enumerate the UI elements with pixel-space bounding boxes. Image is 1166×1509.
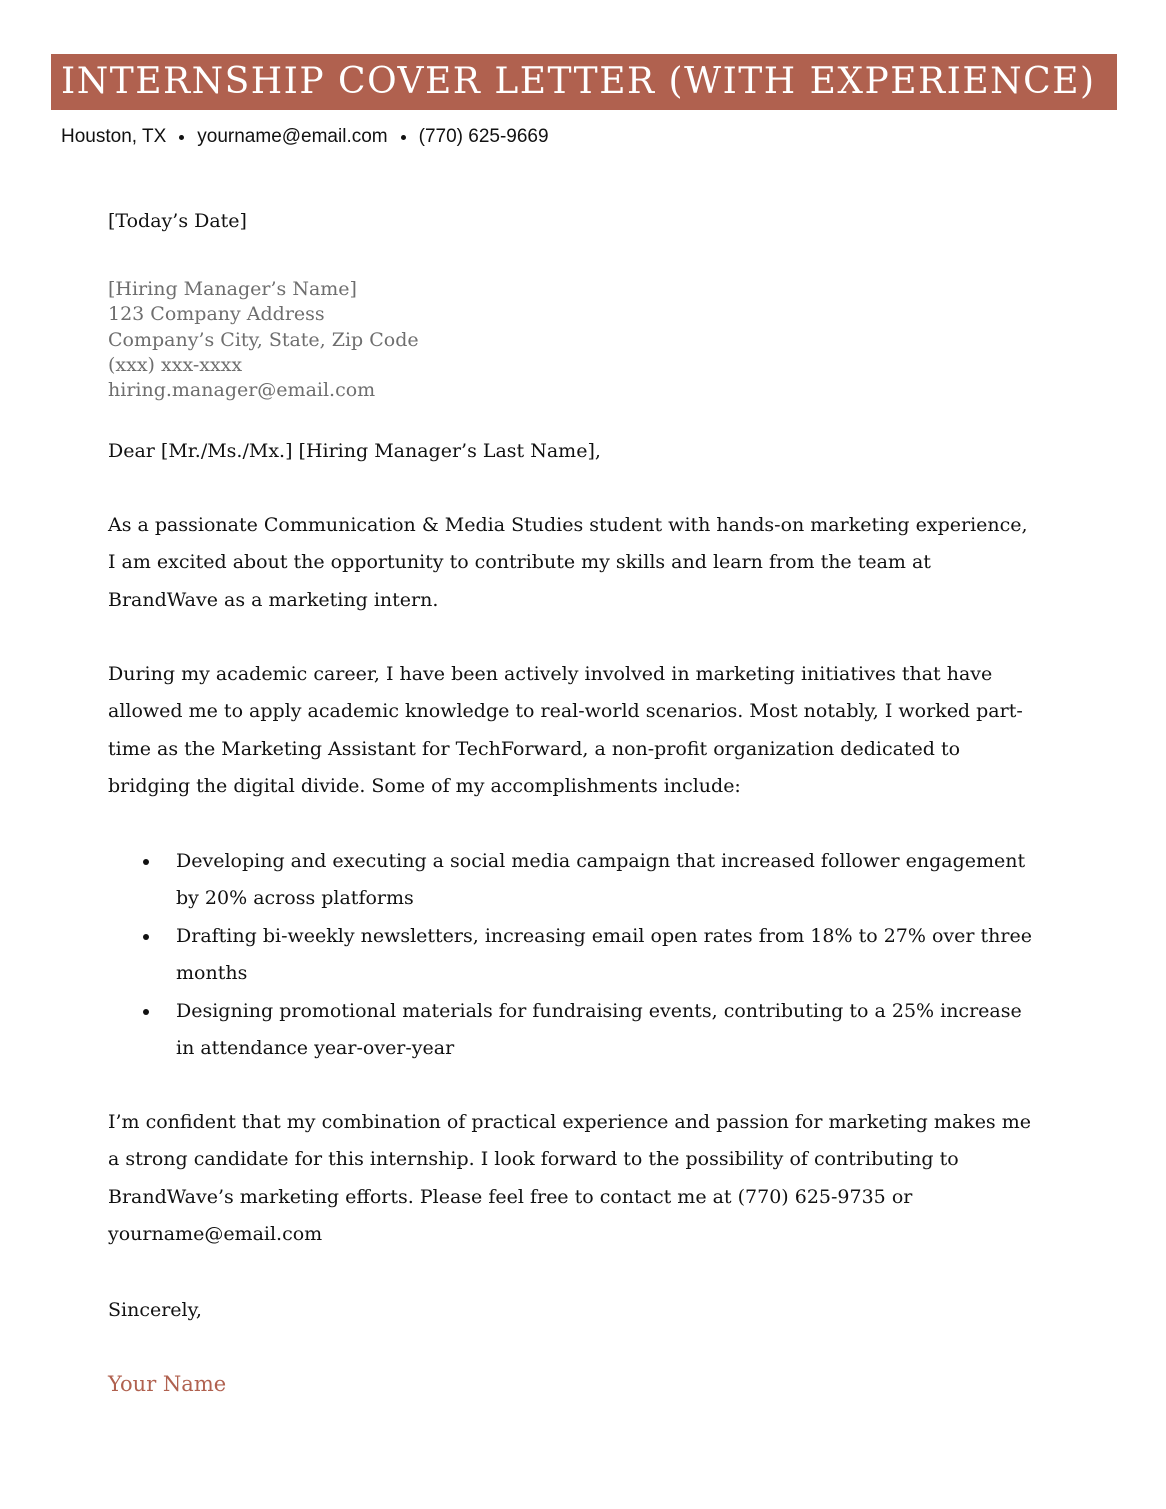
paragraph-line: BrandWave’s marketing efforts. Please feel free to contact me at (770) 625-9735 or bbox=[108, 1185, 913, 1208]
paragraph-line: allowed me to apply academic knowledge to real-world scenarios. Most notably, I worked part- bbox=[108, 700, 1023, 723]
list-item-line: in attendance year-over-year bbox=[176, 1037, 455, 1060]
paragraph-line: During my academic career, I have been actively involved in marketing initiatives that have bbox=[108, 663, 993, 685]
list-item-line: months bbox=[176, 962, 248, 985]
recipient-city-state-zip: Company’s City, State, Zip Code bbox=[108, 328, 419, 351]
paragraph-line: yourname@email.com bbox=[108, 1223, 323, 1246]
recipient-address: 123 Company Address bbox=[108, 303, 325, 326]
list-item-line: Drafting bi-weekly newsletters, increasing email open rates from 18% to 27% over three bbox=[176, 924, 1032, 947]
paragraph-line: bridging the digital divide. Some of my accomplishments include: bbox=[108, 775, 741, 798]
bullet-icon bbox=[143, 859, 149, 865]
list-item bbox=[108, 993, 1068, 1068]
paragraph-line: I’m confident that my combination of practical experience and passion for marketing makes me bbox=[108, 1111, 1031, 1133]
paragraph-line: time as the Marketing Assistant for TechForward, a non-profit organization dedicated to bbox=[108, 737, 961, 760]
contact-info bbox=[61, 124, 549, 150]
recipient-phone: (xxx) xxx-xxxx bbox=[108, 353, 243, 376]
paragraph-line: I am excited about the opportunity to contribute my skills and learn from the team at bbox=[108, 551, 931, 574]
recipient-block bbox=[108, 277, 1068, 403]
list-item-line: Designing promotional materials for fundraising events, contributing to a 25% increase bbox=[176, 999, 1022, 1022]
phone-text: (770) 625-9669 bbox=[418, 126, 549, 147]
list-item-line: by 20% across platforms bbox=[176, 887, 414, 910]
intro-paragraph bbox=[108, 507, 1068, 619]
accomplishments-list bbox=[108, 843, 1068, 1067]
salutation: Dear [Mr./Ms./Mx.] [Hiring Manager’s Last Name], bbox=[108, 440, 601, 462]
title-banner bbox=[51, 54, 1117, 110]
letter-date: [Today’s Date] bbox=[108, 210, 247, 232]
signature-name: Your Name bbox=[108, 1372, 227, 1396]
closing-salutation: Sincerely, bbox=[108, 1299, 202, 1321]
location-text: Houston, TX bbox=[61, 126, 167, 147]
bullet-separator-icon bbox=[179, 135, 184, 140]
recipient-email: hiring.manager@email.com bbox=[108, 379, 376, 402]
bullet-separator-icon bbox=[401, 135, 406, 140]
list-item bbox=[108, 843, 1068, 918]
bullet-icon bbox=[143, 934, 149, 940]
paragraph-line: BrandWave as a marketing intern. bbox=[108, 588, 439, 611]
paragraph-line: a strong candidate for this internship. I look forward to the possibility of contributing to bbox=[108, 1148, 959, 1171]
paragraph-line: As a passionate Communication & Media Studies student with hands-on marketing experience, bbox=[108, 514, 1028, 536]
experience-paragraph bbox=[108, 656, 1068, 806]
page-title: INTERNSHIP COVER LETTER (WITH EXPERIENCE) bbox=[61, 61, 1096, 102]
closing-paragraph bbox=[108, 1104, 1068, 1254]
bullet-icon bbox=[143, 1009, 149, 1015]
list-item bbox=[108, 918, 1068, 993]
list-item-line: Developing and executing a social media campaign that increased follower engagement bbox=[176, 850, 1026, 872]
email-text: yourname@email.com bbox=[197, 126, 388, 147]
recipient-name: [Hiring Manager’s Name] bbox=[108, 278, 357, 300]
